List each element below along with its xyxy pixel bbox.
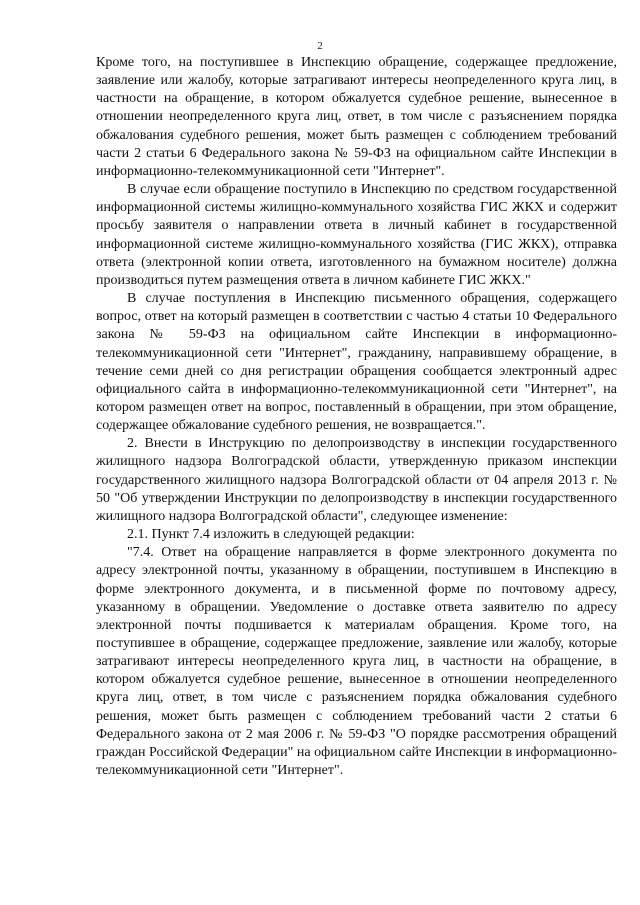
paragraph-clause-7-4: "7.4. Ответ на обращение направляется в форме электронного документа по адресу электронной почты, указанному в обращении, поступившем в Инспекцию в форме электронного документа, и в письменной форме по почтовому адресу, указанному в обращении. Уведомление о доставке ответа заявителю по адресу электронной почты подшивается к материалам обращения. Кроме того, на поступившее в обращение, содержащее предложение, заявление или жалобу, которые затрагивают интересы неопределенного круга лиц, в частности на обращение, в котором обжалуется судебное решение, вынесенное в отношении неопределенного круга лиц, ответ, в том числе с разъяснением порядка обжалования судебного решения, может быть размещен с соблюдением требований части 2 статьи 6 Федерального закона от 2 мая 2006 г. № 59-ФЗ "О порядке рассмотрения обращений граждан Российской Федерации" на официальном сайте Инспекции в информационно-телекоммуникационной сети "Интернет".: [96, 545, 617, 779]
paragraph-gis-zhkh: В случае если обращение поступило в Инспекцию по средством государственной информационной системы жилищно-коммунального хозяйства ГИС ЖКХ и содержит просьбу заявителя о направлении ответа в личный кабинет в государственной информационной системе жилищно-коммунального хозяйства (ГИС ЖКХ), отправка ответа (электронной копии ответа, изготовленного на бумажном носителе) должна производиться путем размещения ответа в личном кабинете ГИС ЖКХ.": [96, 182, 617, 288]
paragraph-website-publication: Кроме того, на поступившее в Инспекцию обращение, содержащее предложение, заявление или жалобу, которые затрагивают интересы неопределенного круга лиц, в частности на обращение, в котором обжалуется судебное решение, вынесенное в отношении неопределенного круга лиц, ответ, в том числе с разъяснением порядка обжалования судебного решения, может быть размещен с соблюдением требований части 2 статьи 6 Федерального закона № 59-ФЗ на официальном сайте Инспекции в информационно-телекоммуникационной сети "Интернет".: [96, 55, 617, 179]
paragraph-amend-instruction: 2. Внести в Инструкцию по делопроизводству в инспекции государственного жилищного надзора Волгоградской области, утвержденную приказом инспекции государственного жилищного надзора Волгоградской области от 04 апреля 2013 г. № 50 "Об утверждении Инструкции по делопроизводству в инспекции государственного жилищного надзора Волгоградской области", следующее изменение:: [96, 436, 617, 524]
paragraph-written-appeal: В случае поступления в Инспекцию письменного обращения, содержащего вопрос, ответ на который размещен в соответствии с частью 4 статьи 10 Федерального закона № 59-ФЗ на официальном сайте Инспекции в информационно-телекоммуникационной сети "Интернет", гражданину, направившему обращение, в течение семи дней со дня регистрации обращения сообщается электронный адрес официального сайта в информационно-телекоммуникационной сети "Интернет", на котором размещен ответ на вопрос, поставленный в обращении, при этом обращение, содержащее обжалование судебного решения, не возвращается.".: [96, 291, 617, 434]
document-body: [96, 54, 617, 780]
paragraph-clause-2-1: 2.1. Пункт 7.4 изложить в следующей редакции:: [127, 527, 415, 543]
page-number: 2: [317, 40, 323, 52]
